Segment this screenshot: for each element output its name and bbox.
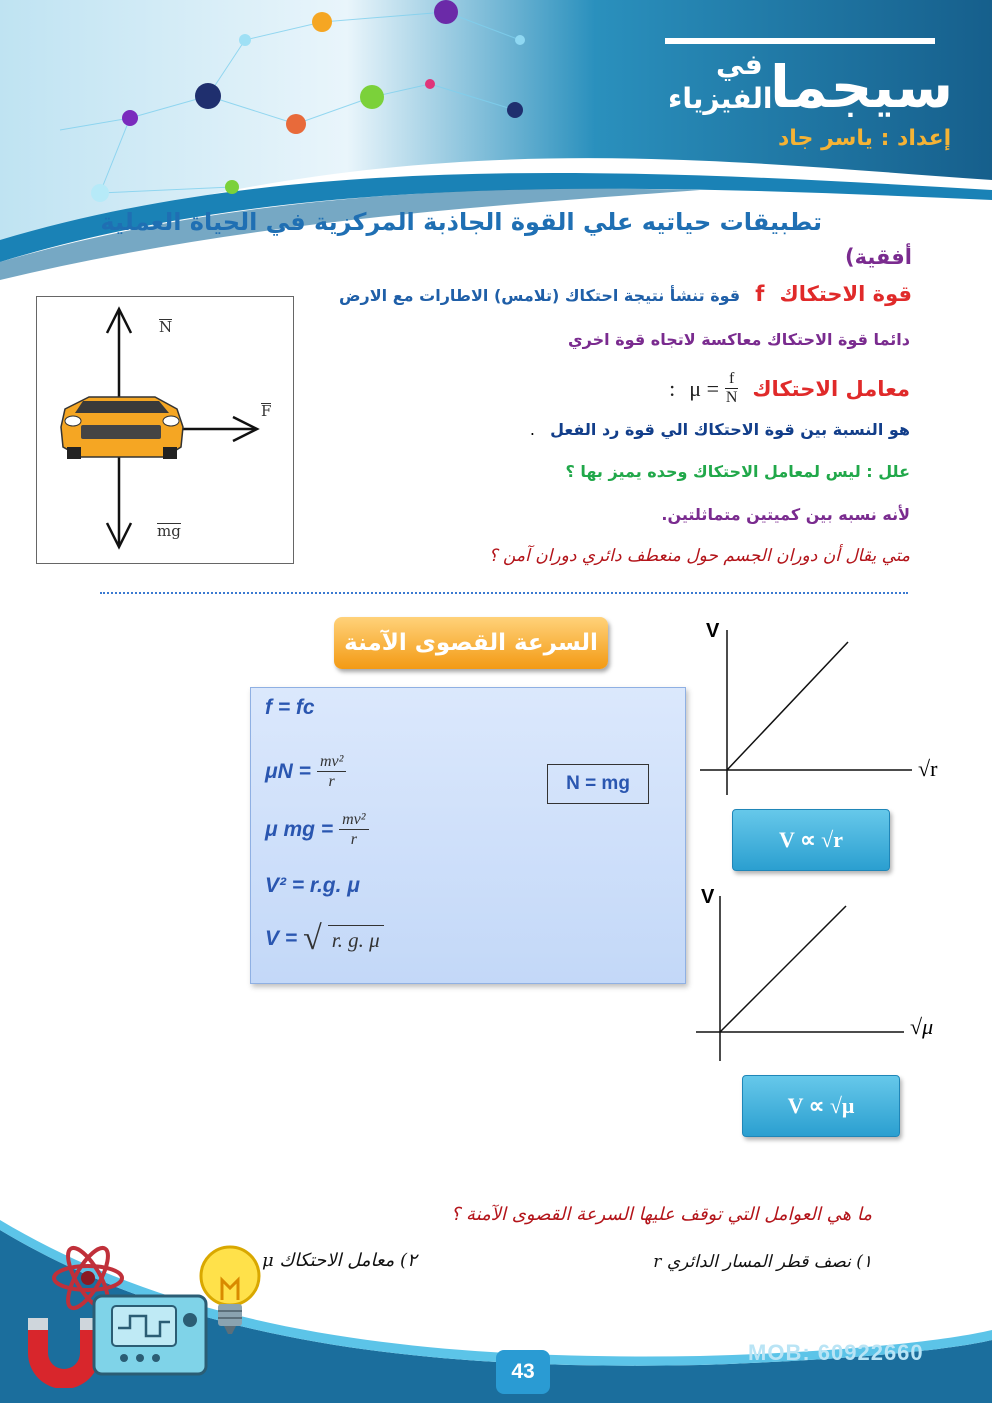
eq-f-fc: f = fc [265, 696, 315, 719]
eq2-numerator: mv² [317, 752, 346, 772]
friction-coefficient-row [669, 370, 910, 407]
car-icon [61, 397, 183, 459]
coef-lhs: μ = [689, 375, 719, 401]
n-equals-mg-box: N = mg [547, 764, 649, 804]
graph2-x-label: √μ [910, 1014, 934, 1039]
eq5-lhs: V = [265, 927, 298, 950]
brand-main: سيجما [770, 53, 954, 121]
graph2-y-label: V [701, 886, 715, 908]
eq-v-root: V = √ r. g. μ [265, 920, 384, 958]
friction-symbol: f [755, 282, 765, 306]
oscilloscope-icon [90, 1288, 210, 1384]
eq3-denominator: r [350, 831, 357, 848]
force-diagram [36, 296, 294, 564]
eq5-radicand: r. g. μ [328, 925, 384, 953]
eq-v-squared: V² = r.g. μ [265, 874, 360, 897]
eq3-lhs: μ mg = [265, 817, 334, 841]
brand-physics: الفيزياء [668, 82, 773, 115]
coef-colon: : [669, 375, 676, 401]
factors-question: ما هي العوامل التي توقف عليها السرعة القصوى الآمنة ؟ [450, 1204, 872, 1225]
coefficient-label: معامل الاحتكاك [752, 376, 910, 401]
eq2-denominator: r [328, 773, 335, 790]
page-number: 43 [496, 1350, 550, 1394]
friction-definition: قوة تنشأ نتيجة احتكاك (تلامس) الاطارات مع الارض [339, 286, 741, 305]
eq3-numerator: mv² [339, 810, 368, 830]
reason-answer: لأنه نسبه بين كميتين متماثلتين. [661, 505, 910, 524]
graph2-relation-box: V ∝ √μ [742, 1075, 900, 1137]
label-weight: mg [157, 522, 181, 540]
eq-mu-mg [265, 810, 369, 849]
brand-fi: في [716, 48, 763, 81]
max-speed-badge: السرعة القصوى الآمنة [334, 617, 608, 669]
handwritten-question: متي يقال أن دوران الجسم حول منعطف دائري دوران آمن ؟ [488, 546, 910, 566]
graph1-y-label: V [706, 620, 720, 642]
friction-label: قوة الاحتكاك [779, 282, 912, 306]
label-normal-force: N [159, 318, 173, 336]
dotted-divider [100, 592, 908, 594]
lightbulb-icon [198, 1240, 262, 1346]
coef-denominator: N [725, 389, 738, 406]
coef-definition: هو النسبة بين قوة الاحتكاك الي قوة رد الفعل [550, 420, 910, 439]
eq-mu-n [265, 752, 346, 791]
coef-definition-row [530, 420, 910, 439]
friction-direction-note: دائما قوة الاحتكاك معاكسة لاتجاه قوة اخري [568, 330, 910, 349]
reason-question: علل : ليس لمعامل الاحتكاك وحده يميز بها ؟ [565, 462, 910, 481]
label-force-f: F [261, 402, 272, 420]
factor-friction-coef: ٢) معامل الاحتكاك μ [262, 1250, 417, 1271]
page-subtitle: أفقية) [845, 245, 912, 269]
formula-panel [250, 687, 686, 984]
coef-definition-dot: . [529, 420, 535, 439]
coef-numerator: f [725, 370, 738, 389]
mobile-number: MOB: 60922660 [748, 1340, 924, 1365]
author-credit: إعداد : ياسر جاد [778, 126, 952, 151]
factor-radius: ١) نصف قطر المسار الدائري r [653, 1252, 872, 1272]
page-title: تطبيقات حياتيه علي القوة الجاذبة المركزية في الحياة العملية [100, 208, 822, 236]
friction-definition-row [339, 282, 912, 306]
eq2-lhs: μN = [265, 759, 311, 783]
graph1-relation-box: V ∝ √r [732, 809, 890, 871]
graph1-x-label: √r [918, 756, 938, 781]
